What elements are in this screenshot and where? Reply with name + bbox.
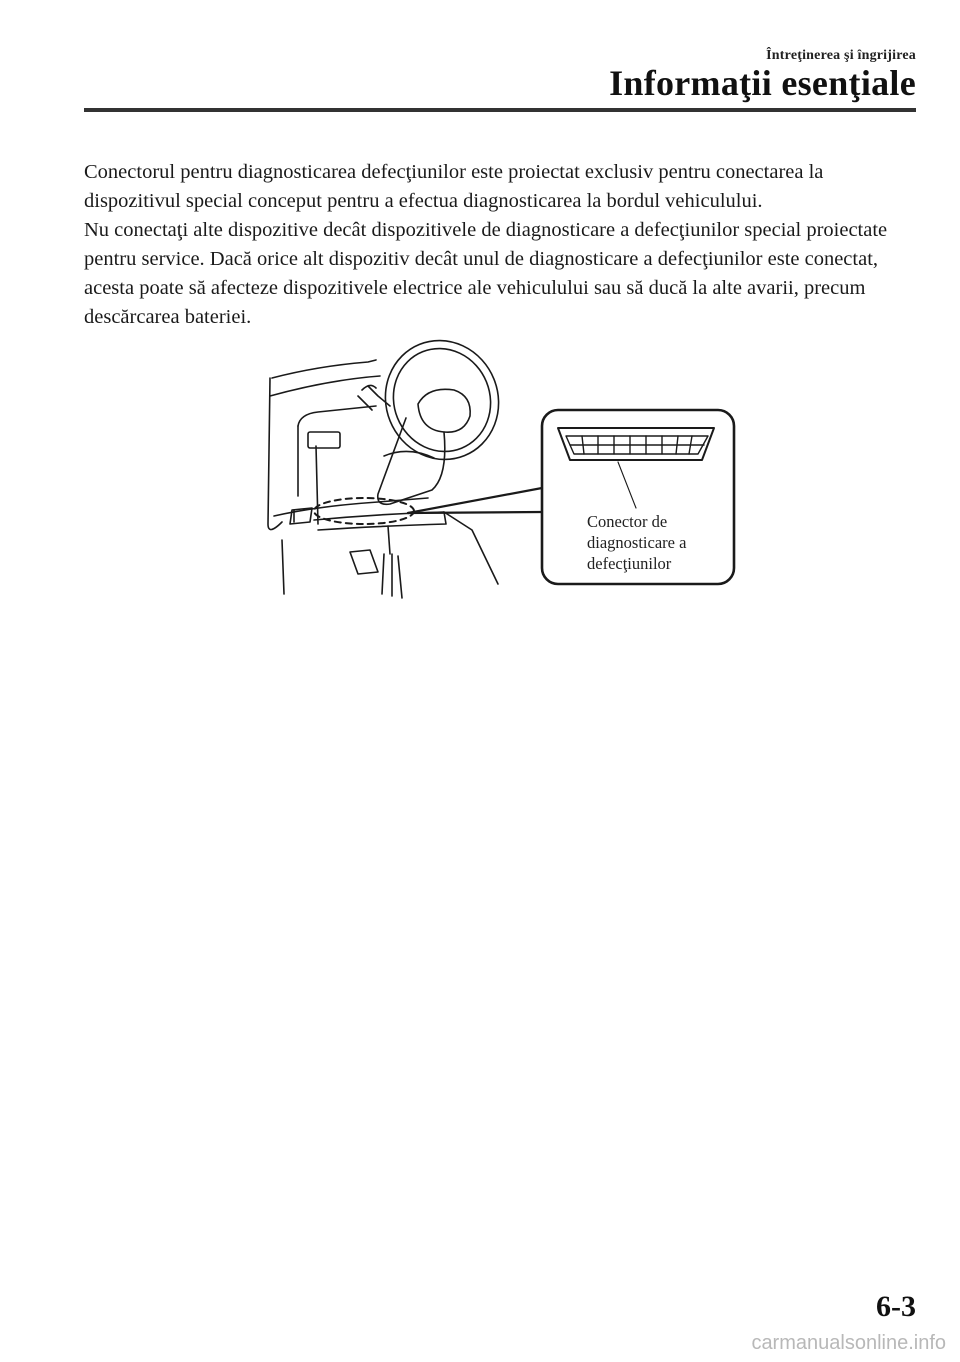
callout-line-1: Conector de	[587, 512, 668, 531]
callout-line-3: defecţiunilor	[587, 554, 672, 573]
body-text	[84, 158, 904, 332]
steering-wheel-icon	[358, 326, 516, 504]
callout-pointer-line	[618, 462, 636, 508]
connector-location-marker	[314, 498, 414, 524]
pedal-icon	[350, 550, 402, 598]
connector-callout-label	[587, 511, 727, 574]
callout-line-2: diagnosticare a	[587, 533, 687, 552]
obd-connector-icon	[558, 428, 714, 460]
page-number: 6-3	[876, 1290, 916, 1323]
section-label: Întreţinerea şi îngrijirea	[766, 48, 916, 63]
chapter-title: Informaţii esenţiale	[609, 63, 916, 103]
paragraph-exclusive-use: Conectorul pentru diagnosticarea defecţiunilor este proiectat exclusiv pentru conectarea la dispozitivul special conceput pentru a efectua diagnosticarea la bordul vehiculului.	[84, 161, 824, 212]
header-divider	[84, 108, 916, 112]
watermark: carmanualsonline.info	[751, 1332, 946, 1354]
paragraph-warning: Nu conectaţi alte dispozitive decât dispozitivele de diagnosticare a defecţiunilor special proiectate pentru service. Dacă orice alt dispozitiv decât unul de diagnosticare a defecţiunilor este conectat, acesta poate să afecteze dispozitivele electrice ale vehiculului sau să ducă la alte avarii, precum descărcarea bateriei.	[84, 219, 888, 328]
dashboard-outline	[268, 360, 428, 594]
lower-trim	[314, 512, 498, 584]
